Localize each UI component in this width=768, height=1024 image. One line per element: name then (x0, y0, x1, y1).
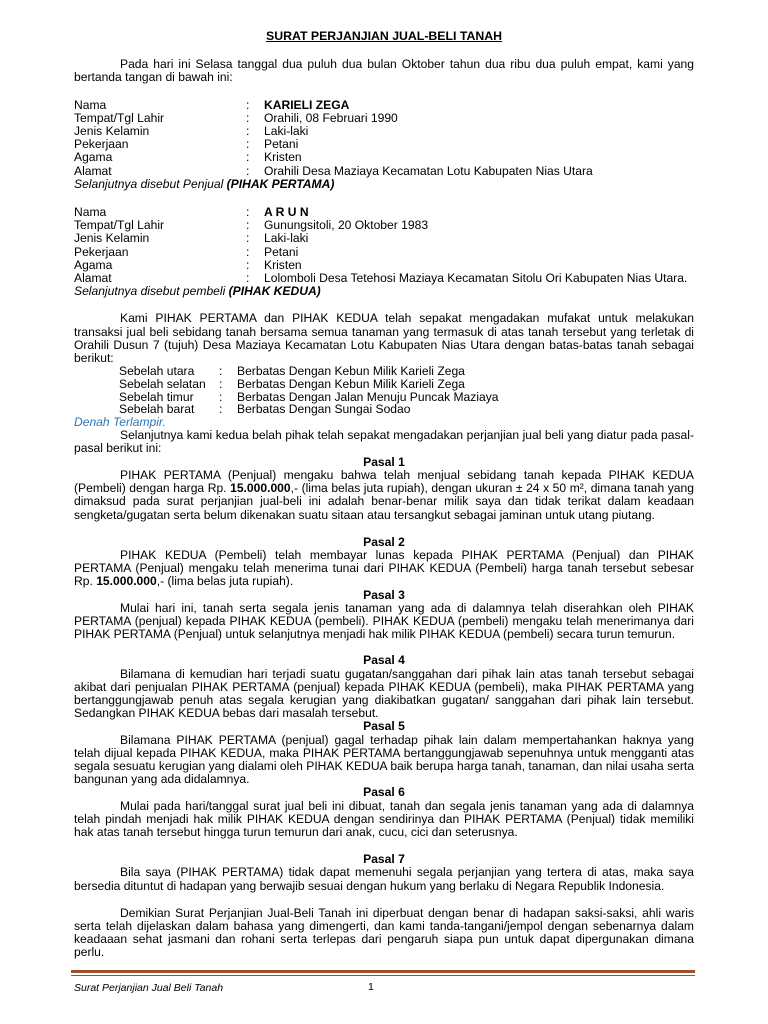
boundary-label: Sebelah timur (119, 389, 194, 404)
boundary-value: Berbatas Dengan Sungai Sodao (237, 402, 411, 417)
field-label: Nama (74, 97, 107, 112)
colon: : (246, 124, 250, 139)
party2-designation (74, 285, 694, 298)
boundary-label: Sebelah selatan (119, 376, 206, 391)
party1-gender-row (74, 125, 694, 138)
party1-address: Orahili Desa Maziaya Kecamatan Lotu Kabupaten Nias Utara (264, 163, 593, 178)
party1-name-row (74, 99, 694, 112)
field-label: Tempat/Tgl Lahir (74, 218, 165, 233)
boundary-value: Berbatas Dengan Kebun Milik Karieli Zega (237, 376, 465, 391)
field-label: Agama (74, 257, 113, 272)
party1-job-row (74, 138, 694, 151)
pasal-3-text: Mulai hari ini, tanah serta segala jenis tanaman yang ada di dalamnya telah diserahkan oleh PIHAK PERTAMA (penjual) kepada PIHAK KEDUA (pembeli). PIHAK KEDUA (pembeli) mengaku telah menerimanya dari PIHAK PERTAMA (Penjual) untuk selanjutnya menjadi hak milik PIHAK KEDUA (pembeli) secara turun temurun. (74, 600, 694, 642)
party2-birth: Gunungsitoli, 20 Oktober 1983 (264, 218, 429, 233)
pasal-5-text: Bilamana PIHAK PERTAMA (penjual) gagal terhadap pihak lain dalam mempertahankan haknya yang telah dijual kepada PIHAK KEDUA, maka PIHAK PERTAMA bertanggungjawab sepenuhnya untuk mengganti atas segala sesuatu kerugian yang dialami oleh PIHAK KEDUA baik berupa harga tanah, tanaman, dan nilai usaha serta bangunan yang ada didalamnya. (74, 732, 694, 787)
party1-name: KARIELI ZEGA (264, 97, 350, 112)
footer-label: Surat Perjanjian Jual Beli Tanah (74, 982, 224, 994)
field-label: Pekerjaan (74, 137, 129, 152)
colon: : (219, 402, 223, 417)
closing-paragraph: Demikian Surat Perjanjian Jual-Beli Tanah ini diperbuat dengan benar di hadapan saksi-saksi, ahli waris serta telah dijelaskan dalam bahasa yang dimengerti, dan kami tanda-tangani/jempol dengan sebenarnya dalam keadaaan sehat jasmani dan rohani serta terlepas dari pengaruh siapa pun untuk dapat dipergunakan dimana perlu. (74, 905, 694, 960)
party1-birth: Orahili, 08 Februari 1990 (264, 110, 398, 125)
pasal-3-heading: Pasal 3 (363, 587, 405, 602)
colon: : (246, 257, 250, 272)
party1-birth-row (74, 112, 694, 125)
field-label: Alamat (74, 271, 112, 286)
colon: : (246, 205, 250, 220)
pasal-2-text-a: PIHAK KEDUA (Pembeli) telah membayar lunas kepada PIHAK PERTAMA (Penjual) dan PIHAK PERTAMA (Penjual) mengaku telah menerima tunai dari PIHAK KEDUA (Pembeli) harga tanah tersebut sebesar Rp. (74, 547, 694, 589)
pasal-1-amount: 15.000.000 (230, 481, 291, 496)
colon: : (246, 271, 250, 286)
party2-gender-row (74, 232, 694, 245)
pasal-4-text: Bilamana di kemudian hari terjadi suatu gugatan/sanggahan dari pihak lain atas tanah tersebut sebagai akibat dari penjualan PIHAK PERTAMA (penjual) kepada PIHAK KEDUA (pembeli), maka PIHAK PERTAMA yang bertanggungjawab penuh atas segala kerugian yang diakibatkan gugatan/ sanggahan dari pihak lain tersebut. Sedangkan PIHAK KEDUA bebas dari masalah tersebut. (74, 666, 694, 721)
pasal-1-text (74, 469, 694, 522)
pasal-7-heading: Pasal 7 (363, 852, 405, 867)
colon: : (219, 364, 223, 379)
colon: : (219, 389, 223, 404)
pasal-2-text-b: ,- (lima belas juta rupiah). (156, 574, 294, 589)
field-label: Tempat/Tgl Lahir (74, 110, 165, 125)
party2-birth-row (74, 219, 694, 232)
field-label: Jenis Kelamin (74, 124, 150, 139)
field-label: Jenis Kelamin (74, 231, 150, 246)
pasal-1-text-b: ,- (lima belas juta rupiah), dengan ukuran ± 24 x 50 m², dimana tanah yang dimaksud pada surat perjanjian jual-beli ini adalah benar-benar milik saya dan tidak terikat dalam keadaan sengketa/gugatan serta belum dikenakan suatu sitaan atau tersangkut sebagai jaminan untuk utang piutang. (74, 481, 694, 522)
party1-religion-row (74, 151, 694, 164)
pasal-6-text: Mulai pada hari/tanggal surat jual beli ini dibuat, tanah dan segala jenis tanaman yang ada di dalamnya telah pindah menjadi hak milik PIHAK KEDUA dengan sendirinya dan PIHAK PERTAMA (Penjual) tidak memiliki hak atas tanah tersebut hingga turun temurun dari anak, cucu, cici dan seterusnya. (74, 798, 694, 839)
party1-designation (74, 178, 694, 191)
party2-name: A R U N (264, 205, 309, 220)
document-title: SURAT PERJANJIAN JUAL-BELI TANAH (266, 29, 502, 43)
pasal-7-text: Bila saya (PIHAK PERTAMA) tidak dapat memenuhi segala perjanjian yang tertera di atas, maka saya bersedia dituntut di hadapan yang berwajib sesuai dengan hukum yang berlaku di Negara Republik Indonesia. (74, 865, 694, 893)
party2-job-row (74, 246, 694, 259)
colon: : (246, 244, 250, 259)
boundary-row (74, 403, 694, 416)
colon: : (246, 163, 250, 178)
designation-prefix: Selanjutnya disebut Penjual (74, 176, 224, 191)
pasal-6-heading: Pasal 6 (363, 785, 405, 800)
party1-religion: Kristen (264, 150, 302, 165)
boundary-label: Sebelah utara (119, 364, 195, 379)
colon: : (246, 137, 250, 152)
pasal-1-text-a: PIHAK PERTAMA (Penjual) mengaku bahwa telah menjual sebidang tanah kepada PIHAK KEDUA (Pembeli) dengan harga Rp. (74, 467, 694, 496)
colon: : (246, 150, 250, 165)
pasal-4-heading: Pasal 4 (363, 653, 405, 668)
agreement-paragraph: Kami PIHAK PERTAMA dan PIHAK KEDUA telah sepakat mengadakan mufakat untuk melakukan transaksi jual beli sebidang tanah bersama semua tanaman yang termasuk di atas tanah tersebut yang terletak di Orahili Dusun 7 (tujuh) Desa Maziaya Kecamatan Lotu Kabupaten Nias Utara dengan batas-batas tanah sebagai berikut: (74, 311, 694, 366)
colon: : (246, 218, 250, 233)
party2-religion: Kristen (264, 257, 302, 272)
transition-paragraph: Selanjutnya kami kedua belah pihak telah sepakat mengadakan perjanjian jual beli yang diatur pada pasal-pasal berikut ini: (74, 428, 694, 456)
boundary-label: Sebelah barat (119, 402, 195, 417)
designation-prefix: Selanjutnya disebut pembeli (74, 284, 226, 299)
boundary-row (74, 378, 694, 391)
colon: : (246, 110, 250, 125)
pasal-1-heading: Pasal 1 (363, 454, 405, 469)
pasal-5-heading: Pasal 5 (363, 719, 405, 734)
party2-address: Lolomboli Desa Tetehosi Maziaya Kecamatan Sitolu Ori Kabupaten Nias Utara. (264, 271, 688, 286)
designation-role: (PIHAK KEDUA) (228, 284, 321, 299)
map-attachment-note: Denah Terlampir. (74, 415, 166, 430)
pasal-2-amount: 15.000.000 (96, 574, 157, 589)
party1-gender: Laki-laki (264, 124, 309, 139)
pasal-2-heading: Pasal 2 (363, 534, 405, 549)
footer-rule (71, 970, 695, 973)
footer-rule-thin (71, 975, 695, 976)
boundary-list (74, 365, 694, 416)
field-label: Pekerjaan (74, 244, 129, 259)
designation-role: (PIHAK PERTAMA) (226, 176, 335, 191)
pasal-2-text (74, 549, 694, 589)
field-label: Alamat (74, 163, 112, 178)
field-label: Nama (74, 205, 107, 220)
party2-job: Petani (264, 244, 299, 259)
colon: : (246, 97, 250, 112)
party2-gender: Laki-laki (264, 231, 309, 246)
page-number: 1 (368, 981, 374, 993)
boundary-value: Berbatas Dengan Jalan Menuju Puncak Maziaya (237, 389, 499, 404)
boundary-value: Berbatas Dengan Kebun Milik Karieli Zega (237, 364, 465, 379)
intro-paragraph: Pada hari ini Selasa tanggal dua puluh dua bulan Oktober tahun dua ribu dua puluh empat, kami yang bertanda tangan di bawah ini: (74, 57, 694, 85)
colon: : (246, 231, 250, 246)
document-body (74, 30, 694, 960)
field-label: Agama (74, 150, 113, 165)
party2-block (74, 206, 694, 298)
party1-job: Petani (264, 137, 299, 152)
colon: : (219, 376, 223, 391)
party1-block (74, 99, 694, 191)
